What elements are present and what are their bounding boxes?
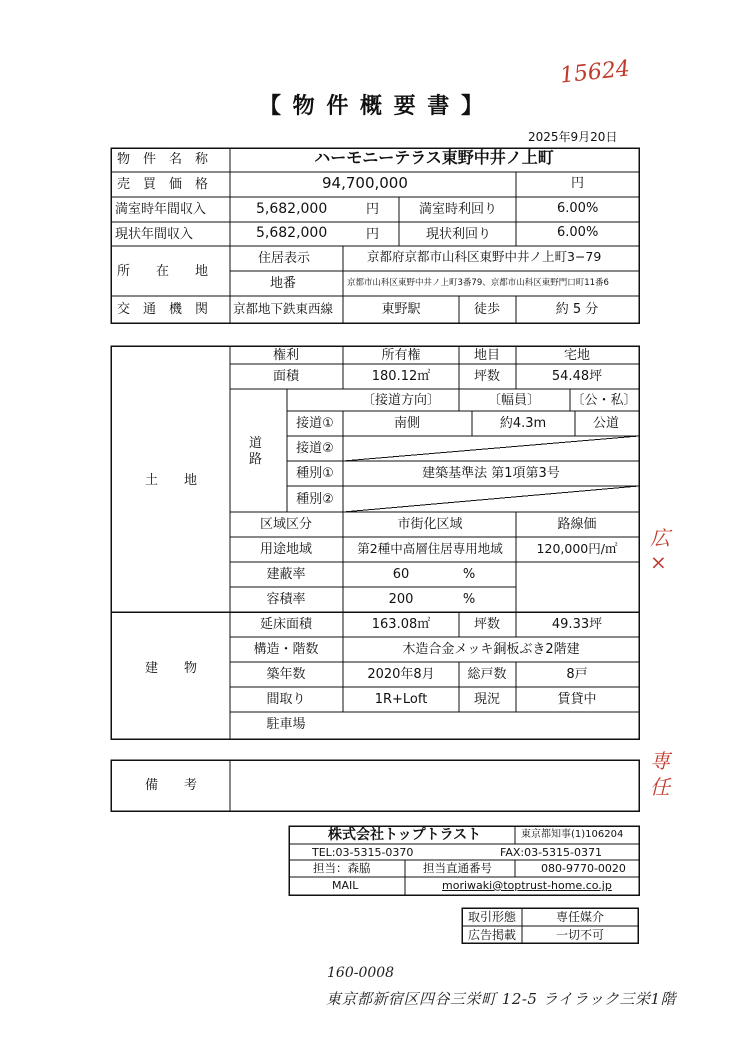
building-tsubo-value: 49.33坪 (551, 617, 603, 632)
use-label: 用途地域 (259, 542, 313, 557)
kind2-label: 種別② (296, 492, 334, 507)
handwritten-senin-note: 専任 (650, 749, 670, 799)
location-label: 所 在 地 (117, 264, 209, 279)
bcr-label: 建蔽率 (266, 567, 306, 582)
far-label: 容積率 (266, 592, 306, 607)
full-income-label: 満室時年間収入 (115, 202, 207, 217)
land-section-label: 土 地 (145, 473, 198, 488)
station: 東野駅 (381, 302, 421, 317)
road-label: 道 路 (249, 436, 263, 467)
far-value: 200 (388, 592, 414, 607)
built-label: 築年数 (266, 667, 306, 682)
zone-label: 区域区分 (259, 517, 313, 532)
structure-label: 構造・階数 (253, 642, 319, 657)
road-header-direction: 〔接道方向〕 (361, 393, 441, 408)
company-name: 株式会社トップトラスト (328, 827, 482, 843)
category-label: 地目 (473, 348, 501, 363)
company-license: 東京都知事(1)106204 (521, 829, 624, 840)
ad-value: 一切不可 (555, 928, 605, 942)
handwritten-address: 東京都新宿区四谷三栄町 12-5 ライラック三栄1階 (326, 990, 677, 1008)
layout-label: 間取り (266, 692, 306, 707)
page-title: 【 物 件 概 要 書 】 (259, 94, 485, 119)
address: 京都府京都市山科区東野中井ノ上町3−79 (367, 249, 602, 264)
right-label: 権利 (272, 348, 300, 363)
notes-label: 備 考 (145, 778, 198, 793)
building-tsubo-label: 坪数 (473, 617, 501, 632)
road1-type: 公道 (592, 416, 620, 431)
land-tsubo-value: 54.48坪 (551, 369, 603, 384)
road1-direction: 南側 (393, 416, 421, 431)
price-unit: 円 (571, 176, 585, 191)
kind1-value: 建築基準法 第1項第3号 (422, 466, 560, 481)
road-header-type: 〔公・私〕 (571, 393, 637, 408)
road2-label: 接道② (296, 441, 334, 456)
building-section-label: 建 物 (145, 661, 198, 676)
cur-income-label: 現状年間収入 (115, 227, 194, 242)
ad-label: 広告掲載 (467, 928, 517, 942)
bcr-unit: % (462, 567, 476, 582)
company-tel: TEL:03-5315-0370 (312, 846, 414, 859)
status-label: 現況 (473, 692, 501, 707)
full-income-unit: 円 (366, 202, 380, 217)
full-yield-label: 満室時利回り (419, 202, 498, 217)
road-header-width: 〔幅員〕 (487, 393, 541, 408)
price-value: 94,700,000 (322, 174, 408, 192)
addr-label: 住居表示 (258, 251, 311, 266)
structure-value: 木造合金メッキ銅板ぶき2階建 (402, 642, 580, 657)
handwritten-ad-note: 広× (650, 526, 670, 574)
right-value: 所有権 (381, 348, 421, 363)
cur-yield-label: 現状利回り (426, 227, 492, 242)
land-tsubo-label: 坪数 (473, 369, 501, 384)
full-income-value: 5,682,000 (256, 201, 328, 217)
road1-label: 接道① (296, 416, 334, 431)
direct-number: 080-9770-0020 (541, 862, 626, 875)
status-value: 賃貸中 (557, 692, 597, 707)
built-value: 2020年8月 (367, 667, 435, 682)
route-price-value: 120,000円/㎡ (536, 541, 618, 556)
category-value: 宅地 (563, 348, 591, 363)
mail-address[interactable]: moriwaki@toptrust-home.co.jp (442, 879, 612, 892)
far-unit: % (462, 592, 476, 607)
layout-value: 1R+Loft (374, 692, 428, 707)
road1-width: 約4.3m (499, 416, 547, 431)
floor-area-label: 延床面積 (259, 617, 313, 632)
cur-yield-value: 6.00% (557, 225, 599, 240)
price-label: 売 買 価 格 (117, 177, 209, 192)
property-name: ハーモニーテラス東野中井ノ上町 (314, 148, 554, 167)
land-area-label: 面積 (272, 369, 300, 384)
units-label: 総戸数 (467, 667, 507, 682)
deal-type-label: 取引形態 (467, 910, 517, 924)
zone-value: 市街化区域 (397, 517, 463, 532)
parking-label: 駐車場 (266, 717, 306, 732)
floor-area-value: 163.08㎡ (371, 617, 431, 632)
walk-label: 徒歩 (473, 302, 501, 317)
handwritten-number: 15624 (558, 56, 632, 89)
kind1-label: 種別① (296, 466, 334, 481)
bcr-value: 60 (392, 567, 410, 582)
route-price-label: 路線価 (557, 517, 597, 532)
units-value: 8戸 (566, 667, 588, 682)
cur-income-unit: 円 (366, 227, 380, 242)
direct-number-label: 担当直通番号 (423, 861, 492, 875)
use-value: 第2種中高層住居専用地域 (357, 541, 503, 556)
cur-income-value: 5,682,000 (256, 225, 328, 241)
document-date: 2025年9月20日 (528, 130, 618, 144)
handwritten-postal-code: 160-0008 (327, 965, 395, 981)
deal-type-value: 専任媒介 (555, 910, 605, 924)
train-line: 京都地下鉄東西線 (233, 301, 334, 316)
staff-name: 担当：森脇 (313, 861, 371, 875)
lot-label: 地番 (270, 276, 297, 291)
mail-label: MAIL (332, 879, 359, 892)
company-fax: FAX:03-5315-0371 (500, 846, 603, 859)
full-yield-value: 6.00% (557, 201, 599, 216)
walk-time: 約 5 分 (555, 302, 599, 317)
land-area-value: 180.12㎡ (371, 369, 431, 384)
name-label: 物 件 名 称 (117, 152, 209, 167)
lot-number: 京都市山科区東野中井ノ上町3番79、京都市山科区東野門口町11番6 (347, 278, 609, 288)
transport-label: 交 通 機 関 (117, 302, 209, 317)
